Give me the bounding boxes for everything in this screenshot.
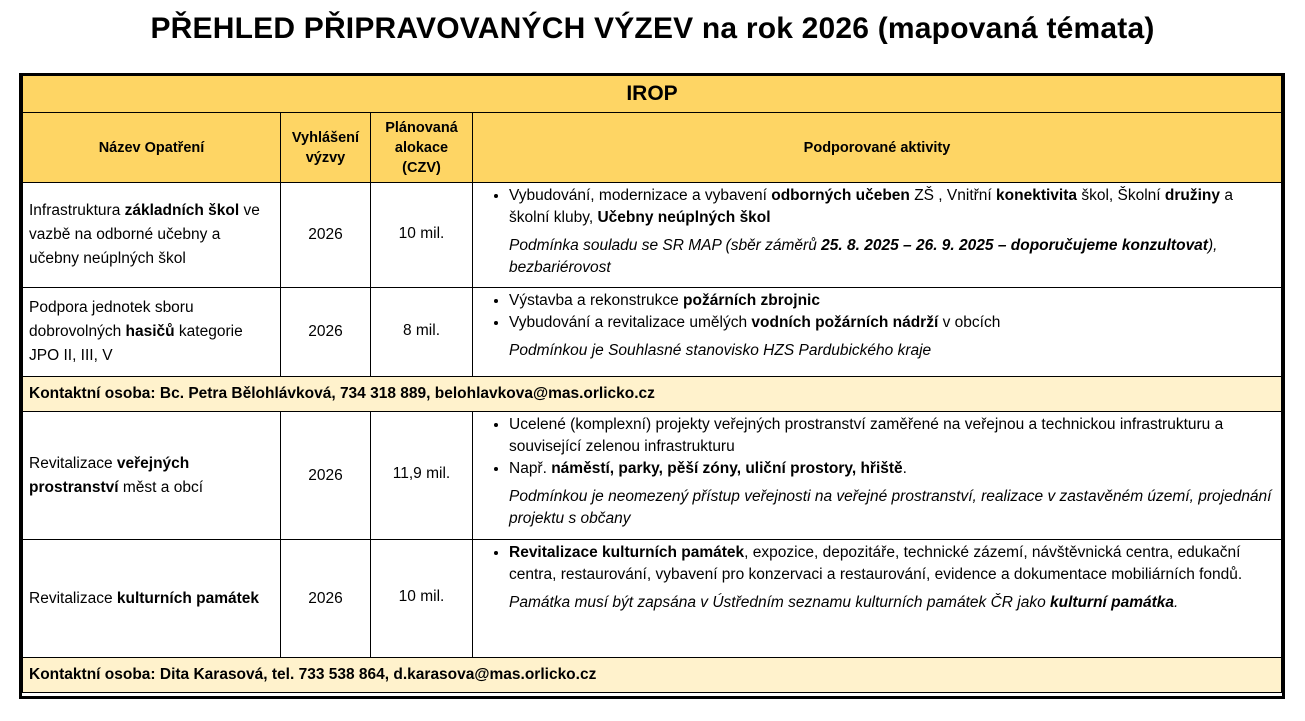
measure-name: Revitalizace veřejných prostranství měst a obcí: [23, 412, 281, 540]
table-row: [23, 540, 1282, 658]
condition-note: Podmínkou je neomezený přístup veřejnosti na veřejné prostranství, realizace v zastavěném území, projednání projektu s občany: [509, 488, 1272, 527]
contact-person: Kontaktní osoba: Dita Karasová, tel. 733 538 864, d.karasova@mas.orlicko.cz: [23, 658, 1282, 693]
activity-item: • Vybudování, modernizace a vybavení odborných učeben ZŠ , Vnitřní konektivita škol, Školní družiny a školní kluby, Učebny neúplných škol: [509, 185, 1275, 229]
activity-item: • Výstavba a rekonstrukce požárních zbrojnic: [509, 290, 1275, 312]
activities-cell: [473, 183, 1282, 288]
page-title: PŘEHLED PŘIPRAVOVANÝCH VÝZEV na rok 2026 (mapovaná témata): [150, 12, 1155, 45]
table-row: [23, 412, 1282, 540]
activities-cell: [473, 412, 1282, 540]
contact-row: [23, 658, 1282, 693]
allocation: 10 mil.: [371, 183, 473, 288]
call-year: 2026: [281, 412, 371, 540]
col-header-call: Vyhlášení výzvy: [281, 113, 371, 183]
col-header-name: Název Opatření: [23, 113, 281, 183]
measure-name: Revitalizace kulturních památek: [23, 540, 281, 658]
section-header-row: [23, 76, 1282, 113]
measure-name: Podpora jednotek sboru dobrovolných hasičů kategorie JPO II, III, V: [23, 288, 281, 377]
allocation: 8 mil.: [371, 288, 473, 377]
call-year: 2026: [281, 288, 371, 377]
column-header-row: [23, 113, 1282, 183]
call-year: 2026: [281, 540, 371, 658]
activity-item: • Vybudování a revitalizace umělých vodních požárních nádrží v obcích: [509, 312, 1275, 334]
calls-table-frame: [19, 73, 1285, 699]
col-header-allocation: Plánovaná alokace (CZV): [371, 113, 473, 183]
call-year: 2026: [281, 183, 371, 288]
activities-cell: [473, 288, 1282, 377]
measure-name: Infrastruktura základních škol ve vazbě na odborné učebny a učebny neúplných škol: [23, 183, 281, 288]
contact-person: Kontaktní osoba: Bc. Petra Bělohlávková, 734 318 889, belohlavkova@mas.orlicko.cz: [23, 377, 1282, 412]
activity-item: • Např. náměstí, parky, pěší zóny, uliční prostory, hřiště.: [509, 458, 1275, 480]
condition-note: Památka musí být zapsána v Ústředním seznamu kulturních památek ČR jako kulturní památka.: [509, 594, 1179, 611]
activity-item: • Ucelené (komplexní) projekty veřejných prostranství zaměřené na veřejnou a technickou infrastrukturu a související zelenou infrastrukturu: [509, 414, 1275, 458]
allocation: 10 mil.: [371, 540, 473, 658]
table-row: [23, 288, 1282, 377]
table-row: [23, 183, 1282, 288]
condition-note: Podmínkou je Souhlasné stanovisko HZS Pardubického kraje: [509, 342, 932, 359]
calls-table: [22, 76, 1282, 693]
activities-cell: [473, 540, 1282, 658]
condition-note: Podmínka souladu se SR MAP (sběr záměrů 25. 8. 2025 – 26. 9. 2025 – doporučujeme konzultovat), bezbariérovost: [509, 237, 1218, 276]
col-header-activities: Podporované aktivity: [473, 113, 1282, 183]
contact-row: [23, 377, 1282, 412]
allocation: 11,9 mil.: [371, 412, 473, 540]
activity-item: • Revitalizace kulturních památek, expozice, depozitáře, technické zázemí, návštěvnická centra, edukační centra, restaurování, vybavení pro konzervaci a restaurování, evidence a dokumentace mobiliárních fondů.: [509, 542, 1275, 586]
section-title: IROP: [23, 76, 1282, 113]
